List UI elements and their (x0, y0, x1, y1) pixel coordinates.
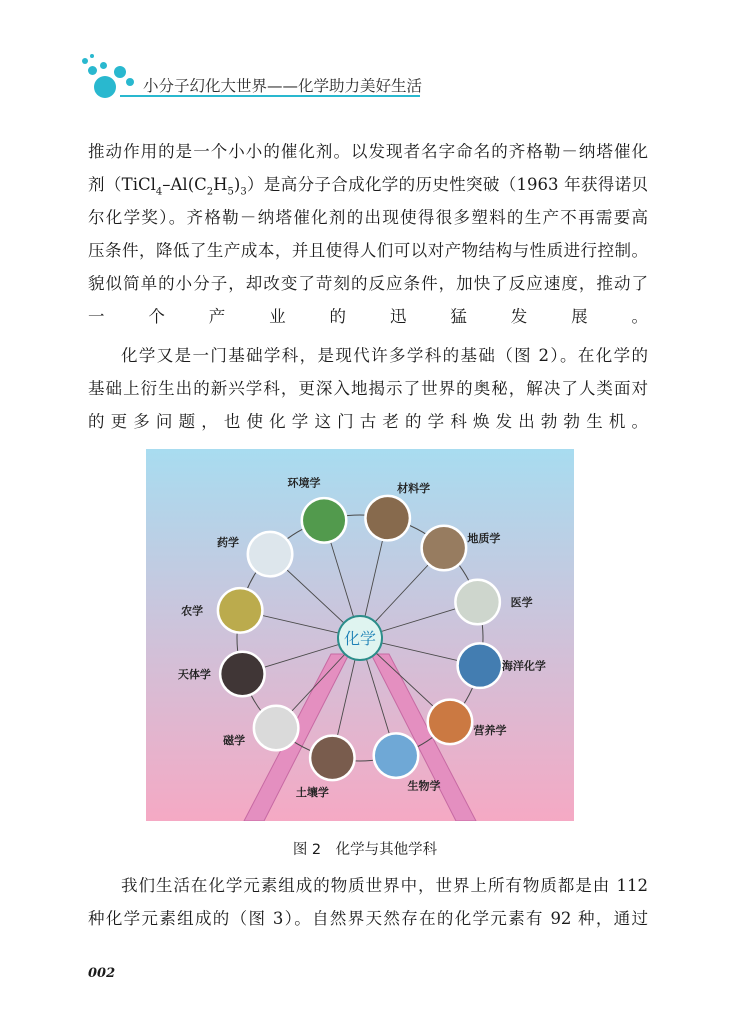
paragraph-3 (88, 869, 648, 935)
discipline-label: 海洋化学 (501, 659, 546, 673)
para1-l2-suffix: ）是高分子合成化学的历史性突破（1963 年获得诺贝 (246, 175, 648, 194)
cabin-药学 (249, 533, 291, 575)
ferris-wheel-diagram (146, 449, 574, 821)
paragraph-2 (88, 339, 648, 438)
para1-line-2 (88, 168, 648, 201)
discipline-label: 天体学 (177, 667, 211, 681)
cabin-医学 (457, 581, 499, 623)
para3-line-1: 我们生活在化学元素组成的物质世界中，世界上所有物质都是由 112 (121, 876, 648, 895)
cabin-生物学 (375, 735, 417, 777)
figure-caption: 图 2 化学与其他学科 (292, 842, 438, 858)
discipline-label: 生物学 (407, 779, 441, 793)
cabin-农学 (219, 589, 261, 631)
para2-line-3: 的更多问题，也使化学这门古老的学科焕发出勃勃生机。 (88, 412, 648, 431)
para3-line-2: 种化学元素组成的（图 3）。自然界天然存在的化学元素有 92 种，通过 (88, 909, 648, 928)
para1-line-6: 一个产业的迅猛发展。 (88, 307, 648, 326)
para1-l2-sub1: 4 (155, 186, 163, 198)
page-number: 002 (88, 966, 116, 981)
hub-label: 化学 (343, 629, 377, 648)
figure-ferris-wheel (146, 449, 574, 821)
para1-line-1: 推动作用的是一个小小的催化剂。以发现者名字命名的齐格勒－纳塔催化 (88, 142, 648, 161)
para1-l2-mid3: ) (233, 175, 241, 194)
cabin-海洋化学 (459, 645, 501, 687)
para1-l2-mid: –Al(C (162, 175, 207, 194)
header-rule (120, 95, 420, 97)
cabin-天体学 (221, 653, 263, 695)
para1-l2-sub3: 5 (227, 186, 234, 198)
cabin-土壤学 (311, 737, 353, 779)
cabin-环境学 (303, 499, 345, 541)
para1-l2-mid2: H (213, 175, 228, 194)
header-title: 小分子幻化大世界——化学助力美好生活 (143, 77, 423, 95)
para1-l2-sub4: 3 (240, 186, 247, 198)
para1-line-3: 尔化学奖）。齐格勒－纳塔催化剂的出现使得很多塑料的生产不再需要高 (88, 208, 648, 227)
cabin-地质学 (423, 527, 465, 569)
discipline-label: 土壤学 (295, 785, 329, 799)
para2-line-2: 基础上衍生出的新兴学科，更深入地揭示了世界的奥秘，解决了人类面对 (88, 379, 648, 398)
para1-l2-sub2: 2 (206, 186, 214, 198)
para1-line-5: 貌似简单的小分子，却改变了苛刻的反应条件，加快了反应速度，推动了 (88, 274, 648, 293)
discipline-label: 磁学 (223, 733, 246, 747)
cabin-材料学 (367, 497, 409, 539)
cabin-营养学 (429, 701, 471, 743)
discipline-label: 环境学 (287, 476, 321, 490)
cabin-磁学 (255, 707, 297, 749)
para1-line-4: 压条件，降低了生产成本，并且使得人们可以对产物结构与性质进行控制。 (88, 241, 648, 260)
discipline-label: 营养学 (473, 723, 507, 737)
para1-l2-prefix: 剂（TiCl (88, 175, 156, 194)
discipline-label: 药学 (217, 536, 240, 550)
discipline-label: 地质学 (467, 532, 501, 546)
running-header (80, 52, 430, 102)
discipline-label: 农学 (181, 604, 204, 618)
discipline-label: 医学 (510, 596, 533, 610)
para2-line-1: 化学又是一门基础学科，是现代许多学科的基础（图 2）。在化学的 (121, 346, 648, 365)
discipline-label: 材料学 (397, 482, 431, 496)
paragraph-1 (88, 135, 648, 333)
